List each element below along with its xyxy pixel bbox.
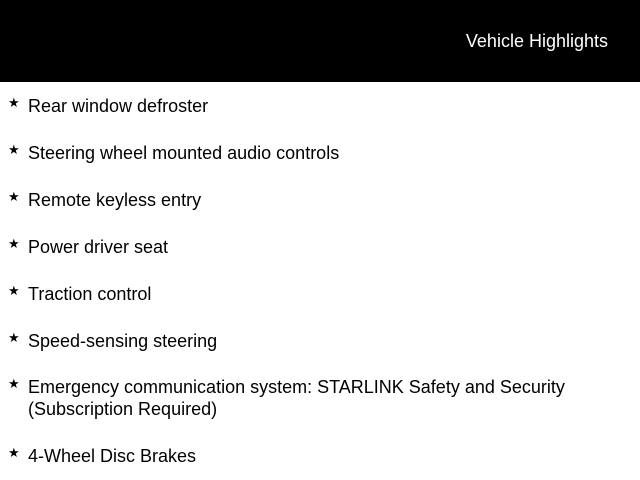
feature-item bbox=[8, 95, 608, 117]
star-icon: ★ bbox=[8, 283, 20, 298]
star-icon: ★ bbox=[8, 95, 20, 110]
feature-label: Traction control bbox=[28, 284, 152, 304]
feature-label: Speed-sensing steering bbox=[28, 331, 218, 351]
feature-item bbox=[8, 236, 608, 258]
feature-item bbox=[8, 330, 608, 352]
star-icon: ★ bbox=[8, 330, 20, 345]
feature-label: Power driver seat bbox=[28, 237, 169, 257]
star-icon: ★ bbox=[8, 236, 20, 251]
feature-item bbox=[8, 142, 608, 164]
feature-label: Steering wheel mounted audio controls bbox=[28, 143, 340, 163]
page-title: Vehicle Highlights bbox=[465, 31, 608, 51]
star-icon: ★ bbox=[8, 445, 20, 460]
star-icon: ★ bbox=[8, 376, 20, 391]
feature-item bbox=[8, 283, 608, 305]
feature-label: Rear window defroster bbox=[28, 96, 209, 116]
feature-item bbox=[8, 445, 608, 467]
feature-item bbox=[8, 376, 608, 420]
feature-label: 4-Wheel Disc Brakes bbox=[28, 446, 197, 466]
feature-item bbox=[8, 189, 608, 211]
feature-label: Remote keyless entry bbox=[28, 190, 202, 210]
feature-label: Emergency communication system: STARLINK Safety and Security (Subscription Required) bbox=[28, 377, 565, 419]
star-icon: ★ bbox=[8, 189, 20, 204]
star-icon: ★ bbox=[8, 142, 20, 157]
